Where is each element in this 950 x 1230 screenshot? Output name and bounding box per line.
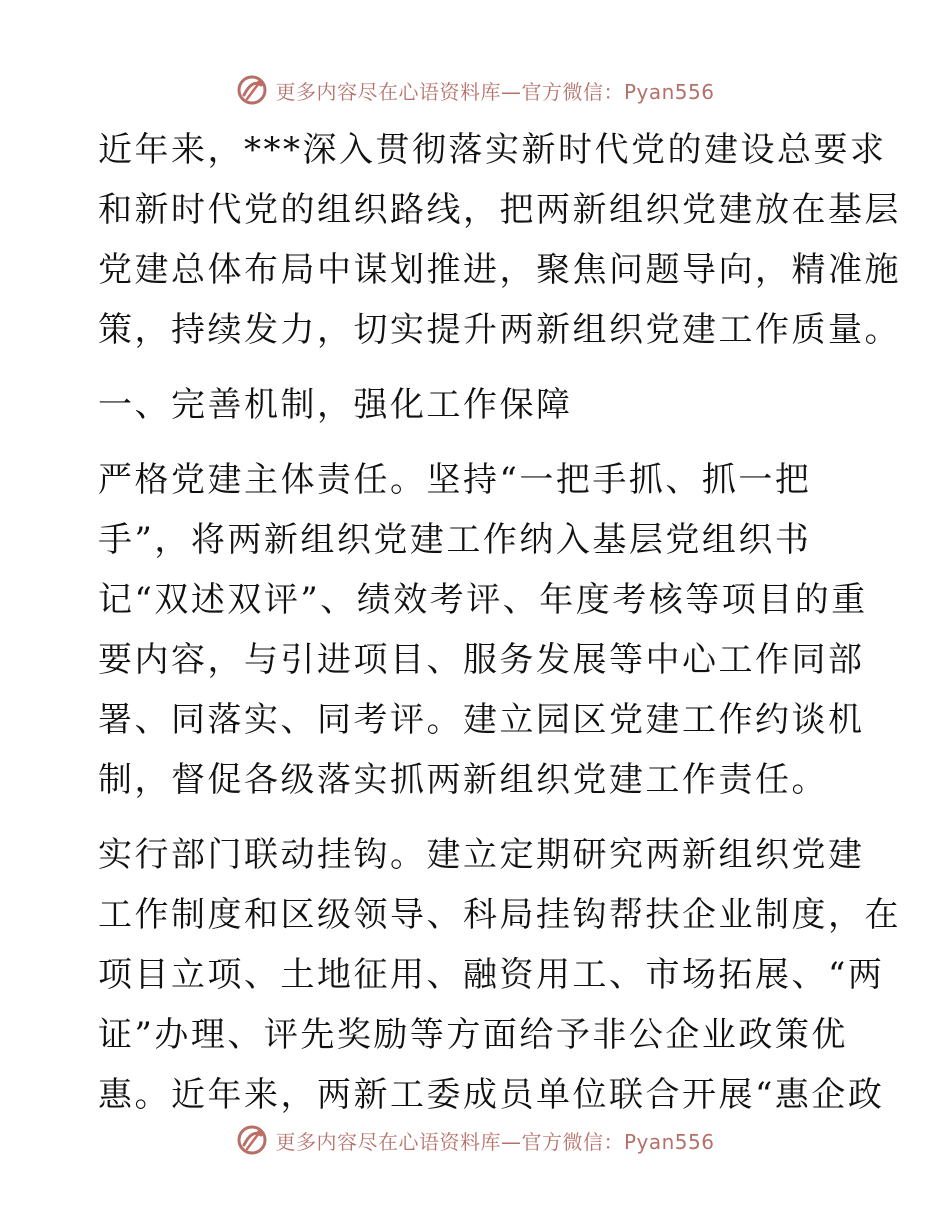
text-line: 项目立项、土地征用、融资用工、市场拓展、“两 <box>98 955 885 995</box>
text-line: 手”，将两新组织党建工作纳入基层党组织书 <box>98 520 812 560</box>
text-line: 证”办理、评先奖励等方面给予非公企业政策优 <box>98 1015 848 1055</box>
text-line: 严格党建主体责任。坚持“一把手抓、抓一把 <box>98 460 812 500</box>
text-line: 惠。近年来，两新工委成员单位联合开展“惠企政 <box>98 1075 885 1115</box>
footer-watermark-text: 更多内容尽在心语资料库—官方微信：Pyan556 <box>275 1129 715 1154</box>
linkage-paragraph <box>98 825 901 1125</box>
text-line: 记“双述双评”、绩效考评、年度考核等项目的重 <box>98 580 868 620</box>
intro-paragraph <box>98 120 901 360</box>
header-watermark-banner <box>0 68 950 112</box>
brand-logo-icon <box>235 1123 269 1157</box>
text-line: 署、同落实、同考评。建立园区党建工作约谈机 <box>98 700 865 740</box>
text-line: 和新时代党的组织路线，把两新组织党建放在基层 <box>98 190 901 230</box>
brand-logo-icon <box>235 73 269 107</box>
text-line: 策，持续发力，切实提升两新组织党建工作质量。 <box>98 310 901 350</box>
text-line: 近年来，***深入贯彻落实新时代党的建设总要求 <box>98 130 887 170</box>
footer-watermark-banner <box>0 1118 950 1162</box>
text-line: 实行部门联动挂钩。建立定期研究两新组织党建 <box>98 835 865 875</box>
text-line: 党建总体布局中谋划推进，聚焦问题导向，精准施 <box>98 250 901 290</box>
responsibility-paragraph <box>98 450 868 810</box>
text-line: 制，督促各级落实抓两新组织党建工作责任。 <box>98 760 828 800</box>
text-line: 工作制度和区级领导、科局挂钩帮扶企业制度，在 <box>98 895 901 935</box>
document-body <box>98 120 901 1140</box>
header-watermark-text: 更多内容尽在心语资料库—官方微信：Pyan556 <box>275 79 715 104</box>
section-heading: 一、完善机制，强化工作保障 <box>98 385 573 425</box>
text-line: 要内容，与引进项目、服务发展等中心工作同部 <box>98 640 865 680</box>
